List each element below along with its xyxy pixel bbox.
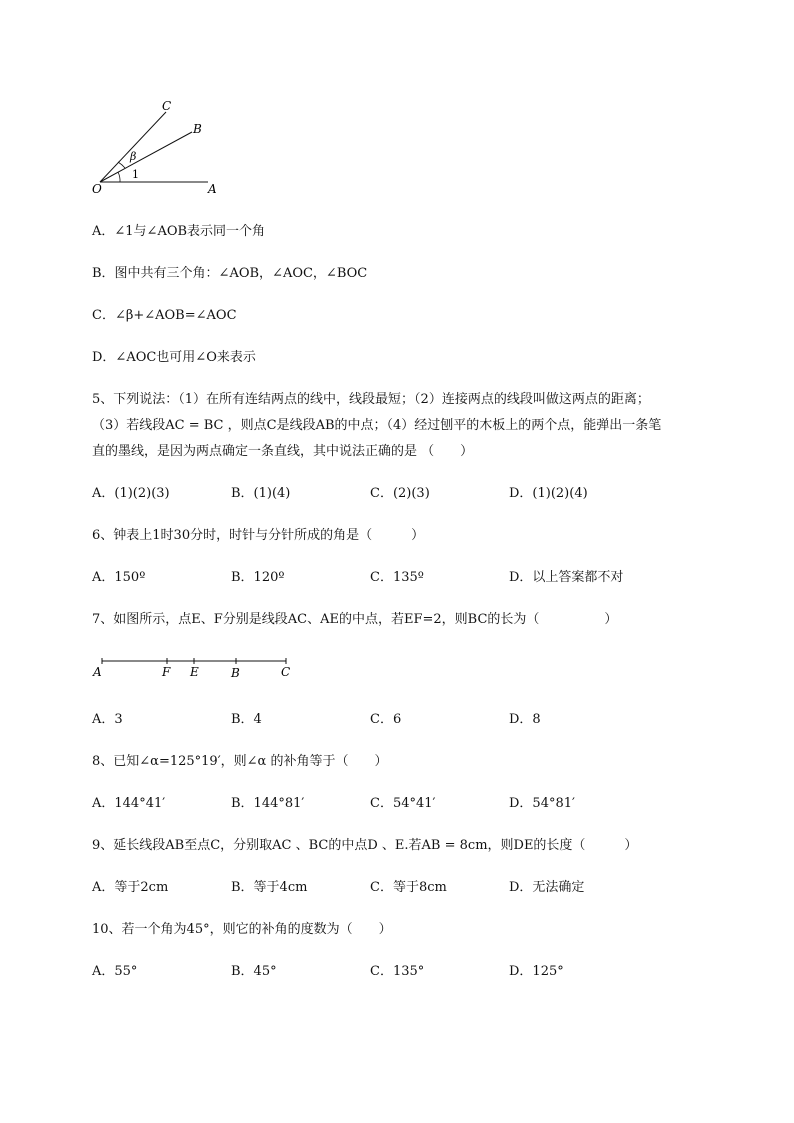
q8-option-b: B．144°81′ (231, 796, 305, 811)
q7-option-b: B．4 (231, 712, 262, 727)
q10-option-c: C．135° (370, 964, 425, 979)
label-b: B (193, 122, 202, 136)
q6-option-d: D．以上答案都不对 (509, 570, 624, 585)
q5-stem-line1: 5、下列说法：（1）在所有连结两点的线中，线段最短；（2）连接两点的线段叫做这两点的距离； (92, 392, 650, 407)
q4-option-b: B．图中共有三个角：∠AOB，∠AOC，∠BOC (92, 266, 368, 281)
angle-figure (88, 96, 228, 201)
ray-ob (100, 132, 192, 182)
label-1: 1 (132, 168, 139, 181)
q10-options (92, 960, 712, 980)
label-o: O (92, 182, 102, 196)
q5-option-c: C．(2)(3) (370, 486, 430, 501)
q6-option-c: C．135º (370, 570, 424, 585)
q7-stem: 7、如图所示，点E、F分别是线段AC、AE的中点，若EF=2，则BC的长为（ ） (92, 612, 618, 627)
q5-options (92, 482, 712, 502)
seg-label-b: B (231, 666, 240, 680)
seg-label-a: A (93, 665, 102, 679)
q9-option-a: A．等于2cm (92, 880, 169, 895)
q6-option-a: A．150º (92, 570, 146, 585)
label-a: A (208, 182, 217, 196)
segment-figure (90, 652, 300, 682)
q9-stem: 9、延长线段AB至点C，分别取AC 、BC的中点D 、E.若AB = 8cm，则DE的长度（ ） (92, 838, 638, 853)
q5-option-d: D．(1)(2)(4) (509, 486, 588, 501)
q5-stem-line3: 直的墨线，是因为两点确定一条直线，其中说法正确的是 （ ） (92, 444, 474, 459)
q5-stem-line2: （3）若线段AC = BC ，则点C是线段AB的中点；（4）经过刨平的木板上的两个点，能弹出一条笔 (92, 418, 662, 433)
q10-option-a: A．55° (92, 964, 138, 979)
q4-option-d: D．∠AOC也可用∠O来表示 (92, 350, 256, 365)
q8-options (92, 792, 712, 812)
arc-1 (118, 172, 120, 182)
q7-option-a: A．3 (92, 712, 123, 727)
q7-option-d: D．8 (509, 712, 541, 727)
q9-option-d: D．无法确定 (509, 880, 585, 895)
q5-option-b: B．(1)(4) (231, 486, 291, 501)
q9-options (92, 876, 712, 896)
q4-option-a: A．∠1与∠AOB表示同一个角 (92, 224, 266, 239)
seg-label-f: F (162, 665, 171, 679)
seg-label-e: E (190, 665, 199, 679)
q8-option-a: A．144°41′ (92, 796, 166, 811)
q10-stem: 10、若一个角为45°，则它的补角的度数为（ ） (92, 922, 392, 937)
label-beta: β (130, 150, 137, 163)
q8-option-d: D．54°81′ (509, 796, 575, 811)
q6-stem: 6、钟表上1时30分时，时针与分针所成的角是（ ） (92, 528, 425, 543)
arc-beta (118, 162, 125, 168)
seg-label-c: C (281, 665, 291, 679)
q6-option-b: B．120º (231, 570, 285, 585)
q8-option-c: C．54°41′ (370, 796, 436, 811)
q7-option-c: C．6 (370, 712, 402, 727)
label-c: C (162, 99, 172, 113)
q7-options (92, 708, 712, 728)
q4-option-c: C．∠β+∠AOB=∠AOC (92, 308, 237, 323)
q9-option-b: B．等于4cm (231, 880, 308, 895)
q5-option-a: A．(1)(2)(3) (92, 486, 170, 501)
q9-option-c: C．等于8cm (370, 880, 447, 895)
q10-option-b: B．45° (231, 964, 277, 979)
q8-stem: 8、已知∠α=125°19′，则∠α 的补角等于（ ） (92, 754, 388, 769)
q6-options (92, 566, 712, 586)
q10-option-d: D．125° (509, 964, 564, 979)
